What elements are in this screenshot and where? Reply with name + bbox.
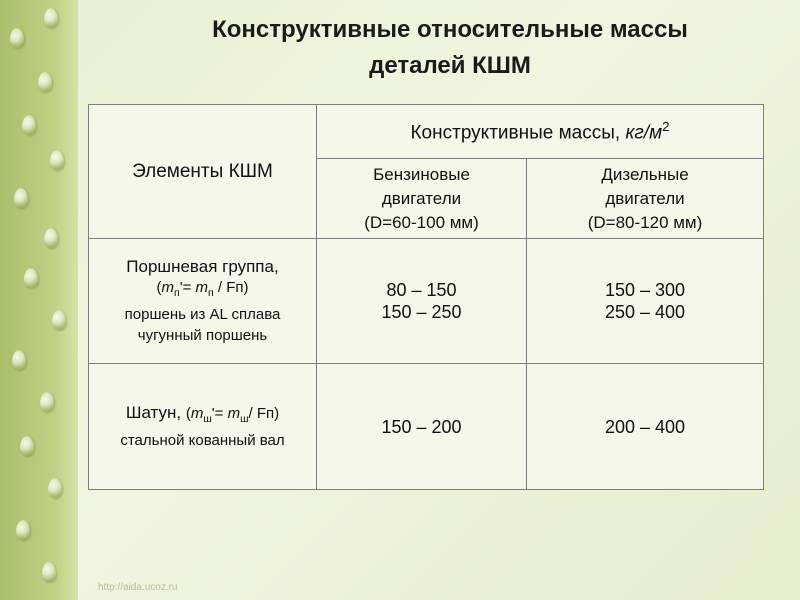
formula-m: m xyxy=(190,405,204,422)
water-drop-icon xyxy=(20,436,34,456)
formula-sub: ш xyxy=(240,413,249,425)
decorative-left-band xyxy=(0,0,78,600)
rod-line1 xyxy=(93,402,312,430)
watermark: http://aida.ucoz.ru xyxy=(98,582,178,593)
rod-gasoline-value: 150 – 200 xyxy=(381,416,462,437)
piston-formula xyxy=(93,277,312,304)
slide-title-line2: деталей КШМ xyxy=(369,52,531,79)
header-gasoline-line3: (D=60-100 мм) xyxy=(364,212,479,232)
row-rod-diesel xyxy=(527,364,764,490)
slide-title xyxy=(100,12,800,84)
header-units-sup: 2 xyxy=(662,118,670,134)
header-diesel-line2: двигатели xyxy=(605,188,685,208)
row-rod-element xyxy=(89,364,317,490)
row-piston-gasoline xyxy=(317,239,527,364)
mass-table-container xyxy=(88,104,763,489)
formula-sub: п xyxy=(174,287,180,299)
row-piston-element xyxy=(89,239,317,364)
formula-m: m xyxy=(161,279,175,296)
water-drop-icon xyxy=(14,188,28,208)
header-units: кг/м xyxy=(625,122,663,144)
water-drop-icon xyxy=(22,115,36,135)
water-drop-icon xyxy=(10,28,24,48)
header-diesel-line3: (D=80-120 мм) xyxy=(587,212,703,232)
header-gasoline-line2: двигатели xyxy=(381,188,462,208)
table-row xyxy=(89,239,764,364)
water-drop-icon xyxy=(24,268,38,288)
formula-sub: п xyxy=(208,287,214,299)
formula-sub: ш xyxy=(203,413,212,425)
water-drop-icon xyxy=(44,8,58,28)
row-piston-diesel xyxy=(527,239,764,364)
header-masses-label: Конструктивные массы, xyxy=(410,122,626,144)
formula-close: / Fп) xyxy=(213,279,249,296)
water-drop-icon xyxy=(16,520,30,540)
formula-m: m xyxy=(195,279,208,296)
table-header-row xyxy=(89,105,764,159)
rod-line2: стальной кованный вал xyxy=(120,432,285,449)
header-gasoline-line1: Бензиновые xyxy=(373,164,470,184)
formula-eq: '= xyxy=(179,279,196,296)
water-drop-icon xyxy=(44,228,58,248)
water-drop-icon xyxy=(38,72,52,92)
water-drop-icon xyxy=(48,478,62,498)
piston-line1: Поршневая группа, xyxy=(126,257,279,276)
water-drop-icon xyxy=(40,392,54,412)
water-drop-icon xyxy=(52,310,66,330)
piston-line3: поршень из AL сплава xyxy=(124,306,281,323)
rod-diesel-value: 200 – 400 xyxy=(604,416,686,437)
row-rod-gasoline xyxy=(317,364,527,490)
table-row xyxy=(89,364,764,490)
formula-m: m xyxy=(227,405,241,422)
mass-table xyxy=(88,104,764,490)
header-diesel-line1: Дизельные xyxy=(601,164,689,184)
piston-line4: чугунный поршень xyxy=(137,327,268,344)
formula-close: / Fп) xyxy=(248,405,280,422)
piston-gasoline-al: 80 – 150 xyxy=(386,280,457,300)
header-elements-label: Элементы КШМ xyxy=(132,160,273,182)
water-drop-icon xyxy=(12,350,26,370)
formula-eq: '= xyxy=(211,405,228,422)
rod-formula xyxy=(185,405,280,425)
formula-open: ( xyxy=(185,405,191,422)
piston-diesel-al: 150 – 300 xyxy=(604,280,686,300)
header-diesel xyxy=(527,159,764,239)
formula-open: ( xyxy=(156,279,162,296)
water-drop-icon xyxy=(50,150,64,170)
header-gasoline xyxy=(317,159,527,239)
water-drop-icon xyxy=(42,562,56,582)
header-elements xyxy=(89,105,317,239)
header-masses xyxy=(317,105,764,159)
piston-gasoline-cast: 150 – 250 xyxy=(381,302,462,322)
slide-title-line1: Конструктивные относительные массы xyxy=(212,16,688,43)
rod-label: Шатун, xyxy=(125,403,186,422)
piston-diesel-cast: 250 – 400 xyxy=(604,302,686,322)
